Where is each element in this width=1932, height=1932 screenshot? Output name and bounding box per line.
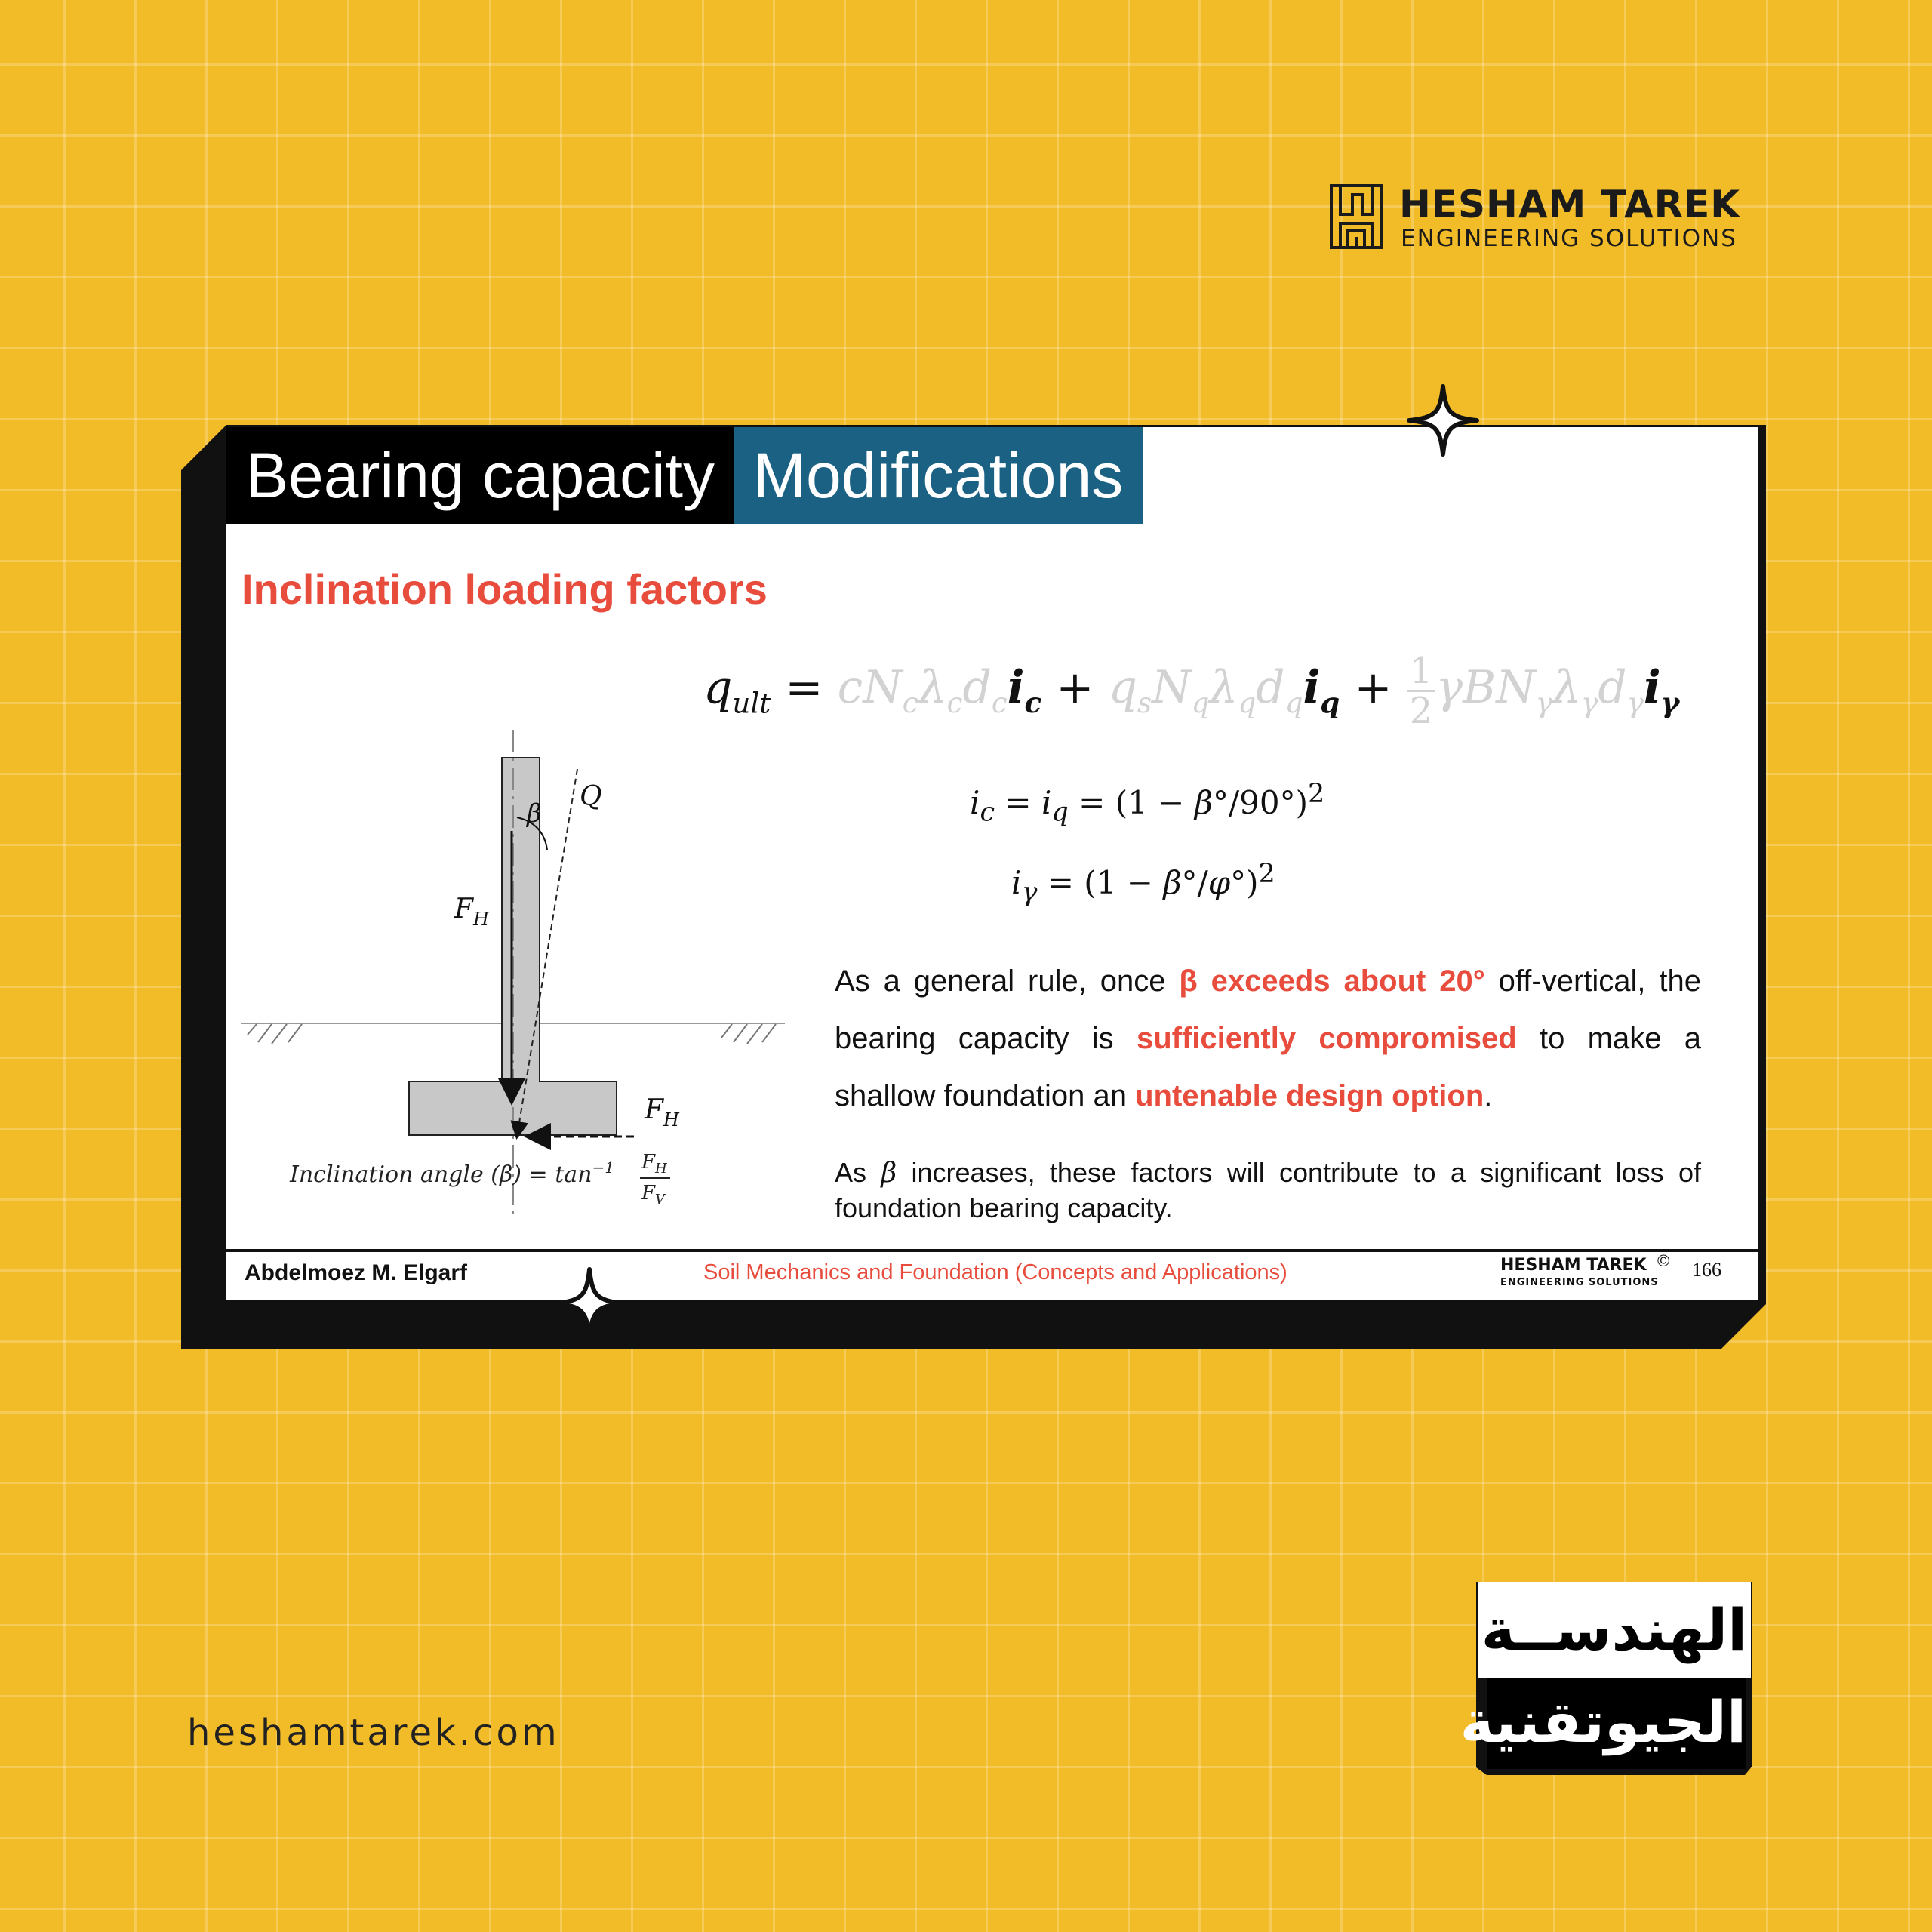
inclination-angle-caption: Inclination angle $(\beta) = \tan^{-1}$ xyxy=(290,1158,614,1188)
label-beta: β xyxy=(527,798,542,829)
inclined-load-diagram xyxy=(242,725,785,1223)
soil-hatch-left xyxy=(248,1024,302,1044)
ic-iq-equation: $i_c = i_q = (1 - \beta^\circ/90^\circ)^2$ xyxy=(970,779,1325,828)
footer-brand: HESHAM TAREK xyxy=(1500,1256,1647,1275)
label-q: Q xyxy=(580,781,602,812)
loss-paragraph: As β increases, these factors will contribute to a significant loss of foundation bearing capacity. xyxy=(835,1157,1701,1223)
sparkle-icon xyxy=(1406,383,1480,457)
brand-name: HESHAM TAREK xyxy=(1399,183,1741,226)
general-rule-paragraph: As a general rule, once β exceeds about 20° off-vertical, the bearing capacity is sufficiently compromised to make a shallow foundation an untenable design option. xyxy=(835,964,1702,1112)
igamma-equation: $i_\gamma = (1 - \beta^\circ/\varphi^\circ)^2$ xyxy=(1011,859,1275,908)
arabic-badge xyxy=(1460,1582,1754,1780)
footer-author: Abdelmoez M. Elgarf xyxy=(245,1260,468,1285)
label-fh-top: $F_H$ xyxy=(454,894,489,930)
brand-mark-icon xyxy=(1330,184,1383,249)
footer-copyright: © xyxy=(1657,1251,1670,1270)
slide-title-part1: Bearing capacity xyxy=(226,427,734,524)
brand-logo xyxy=(1330,184,1752,252)
website-link[interactable]: heshamtarek.com xyxy=(187,1712,560,1754)
fraction-denominator: $F_V$ xyxy=(641,1182,666,1208)
footer-divider xyxy=(226,1249,1758,1252)
footer-book-title: Soil Mechanics and Foundation (Concepts and Applications) xyxy=(703,1260,1287,1284)
soil-hatch-right xyxy=(721,1024,776,1044)
slide xyxy=(226,427,1758,1300)
sparkle-icon xyxy=(552,1266,626,1340)
section-heading: Inclination loading factors xyxy=(242,565,768,613)
slide-title-part2: Modifications xyxy=(734,427,1143,524)
arabic-line-2: الجيوتقنية xyxy=(1487,1678,1746,1769)
footer-brand-subtitle: ENGINEERING SOLUTIONS xyxy=(1500,1277,1659,1288)
ultimate-bearing-equation: $q_{ult} = cN_c\lambda_cd_ci_c + q_sN_q\lambda_qd_qi_q$ + $\frac{1}{2}$ $\gamma BN_\gamma\lambda_\gamma d_\gamma i_\gamma$ xyxy=(703,650,1680,733)
arabic-line-1: الهندســة xyxy=(1478,1582,1751,1678)
brand-subtitle: ENGINEERING SOLUTIONS xyxy=(1401,225,1737,252)
label-fh-bottom: $F_H$ xyxy=(645,1094,679,1131)
page-number: 166 xyxy=(1692,1259,1721,1281)
fraction-numerator: $F_H$ xyxy=(641,1151,667,1177)
